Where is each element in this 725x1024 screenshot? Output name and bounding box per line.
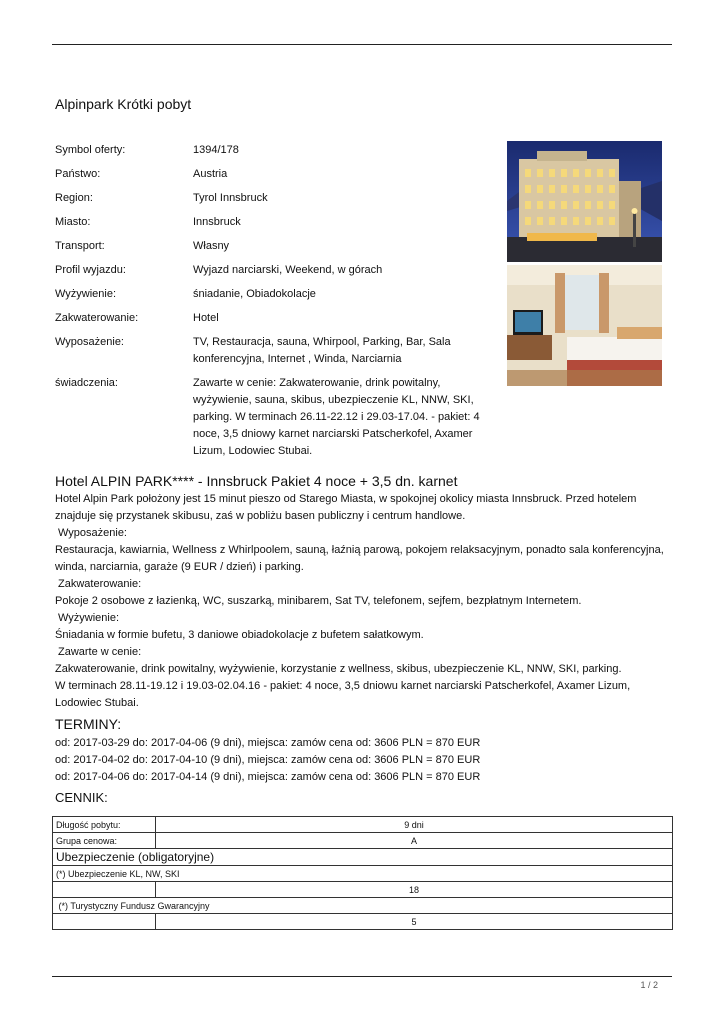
insurance-title: Ubezpieczenie (obligatoryjne) <box>53 849 673 866</box>
bottom-rule <box>52 976 672 977</box>
fund-item: (*) Turystyczny Fundusz Gwarancyjny <box>53 898 673 914</box>
info-label: Transport: <box>55 240 105 252</box>
accommodation-text: Pokoje 2 osobowe z łazienką, WC, suszarką, minibarem, Sat TV, telefonem, sejfem, bezpłatnym Internetem. <box>55 595 582 607</box>
table-row <box>53 817 673 833</box>
info-value: Własny <box>193 240 230 252</box>
info-value: Hotel <box>193 312 219 324</box>
page-number: 1 / 2 <box>640 980 658 990</box>
info-label: Wyposażenie: <box>55 336 124 348</box>
info-row <box>55 142 495 159</box>
info-label: Profil wyjazdu: <box>55 264 126 276</box>
info-value: Wyjazd narciarski, Weekend, w górach <box>193 264 383 276</box>
term-item: od: 2017-04-02 do: 2017-04-10 (9 dni), miejsca: zamów cena od: 3606 PLN = 870 EUR <box>55 754 481 766</box>
hotel-heading: Hotel ALPIN PARK**** - Innsbruck Pakiet 4 noce + 3,5 dn. karnet <box>55 473 458 489</box>
table-row <box>53 849 673 866</box>
info-label: Zakwaterowanie: <box>55 312 139 324</box>
info-label: Wyżywienie: <box>55 288 117 300</box>
info-row <box>55 375 495 460</box>
group-label: Grupa cenowa: <box>53 833 156 849</box>
insurance-value: 18 <box>156 882 673 898</box>
info-value: Zawarte w cenie: Zakwaterowanie, drink powitalny, wyżywienie, sauna, skibus, ubezpieczenie KL, NNW, SKI, parking. W terminach 26.11-22.12 i 29.03-17.04. - pakiet: 4 noce, 3,5 dniowy karnet narciarski Patscherkofel, Axamer Lizum, Lodowiec Stubai. <box>193 377 480 457</box>
info-value: śniadanie, Obiadokolacje <box>193 288 316 300</box>
info-label: Symbol oferty: <box>55 144 126 156</box>
equipment-text: Restauracja, kawiarnia, Wellness z Whirlpoolem, sauną, łaźnią parową, pokojem relaksacyjnym, ponadto sala konferencyjna, winda, narciarnia, garaże (9 EUR / dzień) i parking. <box>55 544 664 573</box>
term-item: od: 2017-04-06 do: 2017-04-14 (9 dni), miejsca: zamów cena od: 3606 PLN = 870 EUR <box>55 771 481 783</box>
info-value: TV, Restauracja, sauna, Whirpool, Parking, Bar, Sala konferencyjna, Internet , Winda, Narciarnia <box>193 336 451 365</box>
info-value: Tyrol Innsbruck <box>193 192 268 204</box>
page-title: Alpinpark Krótki pobyt <box>55 96 192 112</box>
pricelist-table <box>52 816 673 930</box>
table-row <box>53 833 673 849</box>
pricelist-heading: CENNIK: <box>55 790 108 805</box>
info-row <box>55 214 495 231</box>
info-value: Innsbruck <box>193 216 241 228</box>
table-row <box>53 866 673 882</box>
info-row <box>55 262 495 279</box>
info-label: Miasto: <box>55 216 91 228</box>
accommodation-label: Zakwaterowanie: <box>58 578 142 590</box>
offer-info-list <box>55 142 495 467</box>
info-row <box>55 190 495 207</box>
info-value: Austria <box>193 168 228 180</box>
hotel-room-photo <box>507 265 662 386</box>
stay-label: Długość pobytu: <box>53 817 156 833</box>
hotel-description <box>55 472 675 807</box>
hotel-intro: Hotel Alpin Park położony jest 15 minut pieszo od Starego Miasta, w spokojnej okolicy miasta Innsbruck. Przed hotelem znajduje się przystanek skibusu, zaś w pobliżu basen publiczny i centrum handlowe. <box>55 493 637 522</box>
hotel-exterior-photo <box>507 141 662 262</box>
included-text: Zakwaterowanie, drink powitalny, wyżywienie, korzystanie z wellness, skibus, ubezpieczenie KL, NNW, SKI, parking. <box>55 663 622 675</box>
info-row <box>55 310 495 327</box>
table-row <box>53 898 673 914</box>
top-rule <box>52 44 672 45</box>
meals-text: Śniadania w formie bufetu, 3 daniowe obiadokolacje z bufetem sałatkowym. <box>55 629 424 641</box>
table-row <box>53 914 673 930</box>
info-row <box>55 334 495 368</box>
info-label: Region: <box>55 192 93 204</box>
info-value: 1394/178 <box>193 144 239 156</box>
stay-value: 9 dni <box>156 817 673 833</box>
group-value: A <box>156 833 673 849</box>
info-row <box>55 166 495 183</box>
info-row <box>55 238 495 255</box>
table-row <box>53 882 673 898</box>
fund-value: 5 <box>156 914 673 930</box>
info-label: Państwo: <box>55 168 101 180</box>
package-text: W terminach 28.11-19.12 i 19.03-02.04.16 - pakiet: 4 noce, 3,5 dniowu karnet narciarski Patscherkofel, Axamer Lizum, Lodowiec Stubai. <box>55 680 631 709</box>
meals-label: Wyżywienie: <box>58 612 120 624</box>
terms-heading: TERMINY: <box>55 716 122 732</box>
insurance-item: (*) Ubezpieczenie KL, NW, SKI <box>53 866 673 882</box>
info-row <box>55 286 495 303</box>
equipment-label: Wyposażenie: <box>58 527 127 539</box>
term-item: od: 2017-03-29 do: 2017-04-06 (9 dni), miejsca: zamów cena od: 3606 PLN = 870 EUR <box>55 737 481 749</box>
info-label: świadczenia: <box>55 377 118 389</box>
included-label: Zawarte w cenie: <box>58 646 142 658</box>
